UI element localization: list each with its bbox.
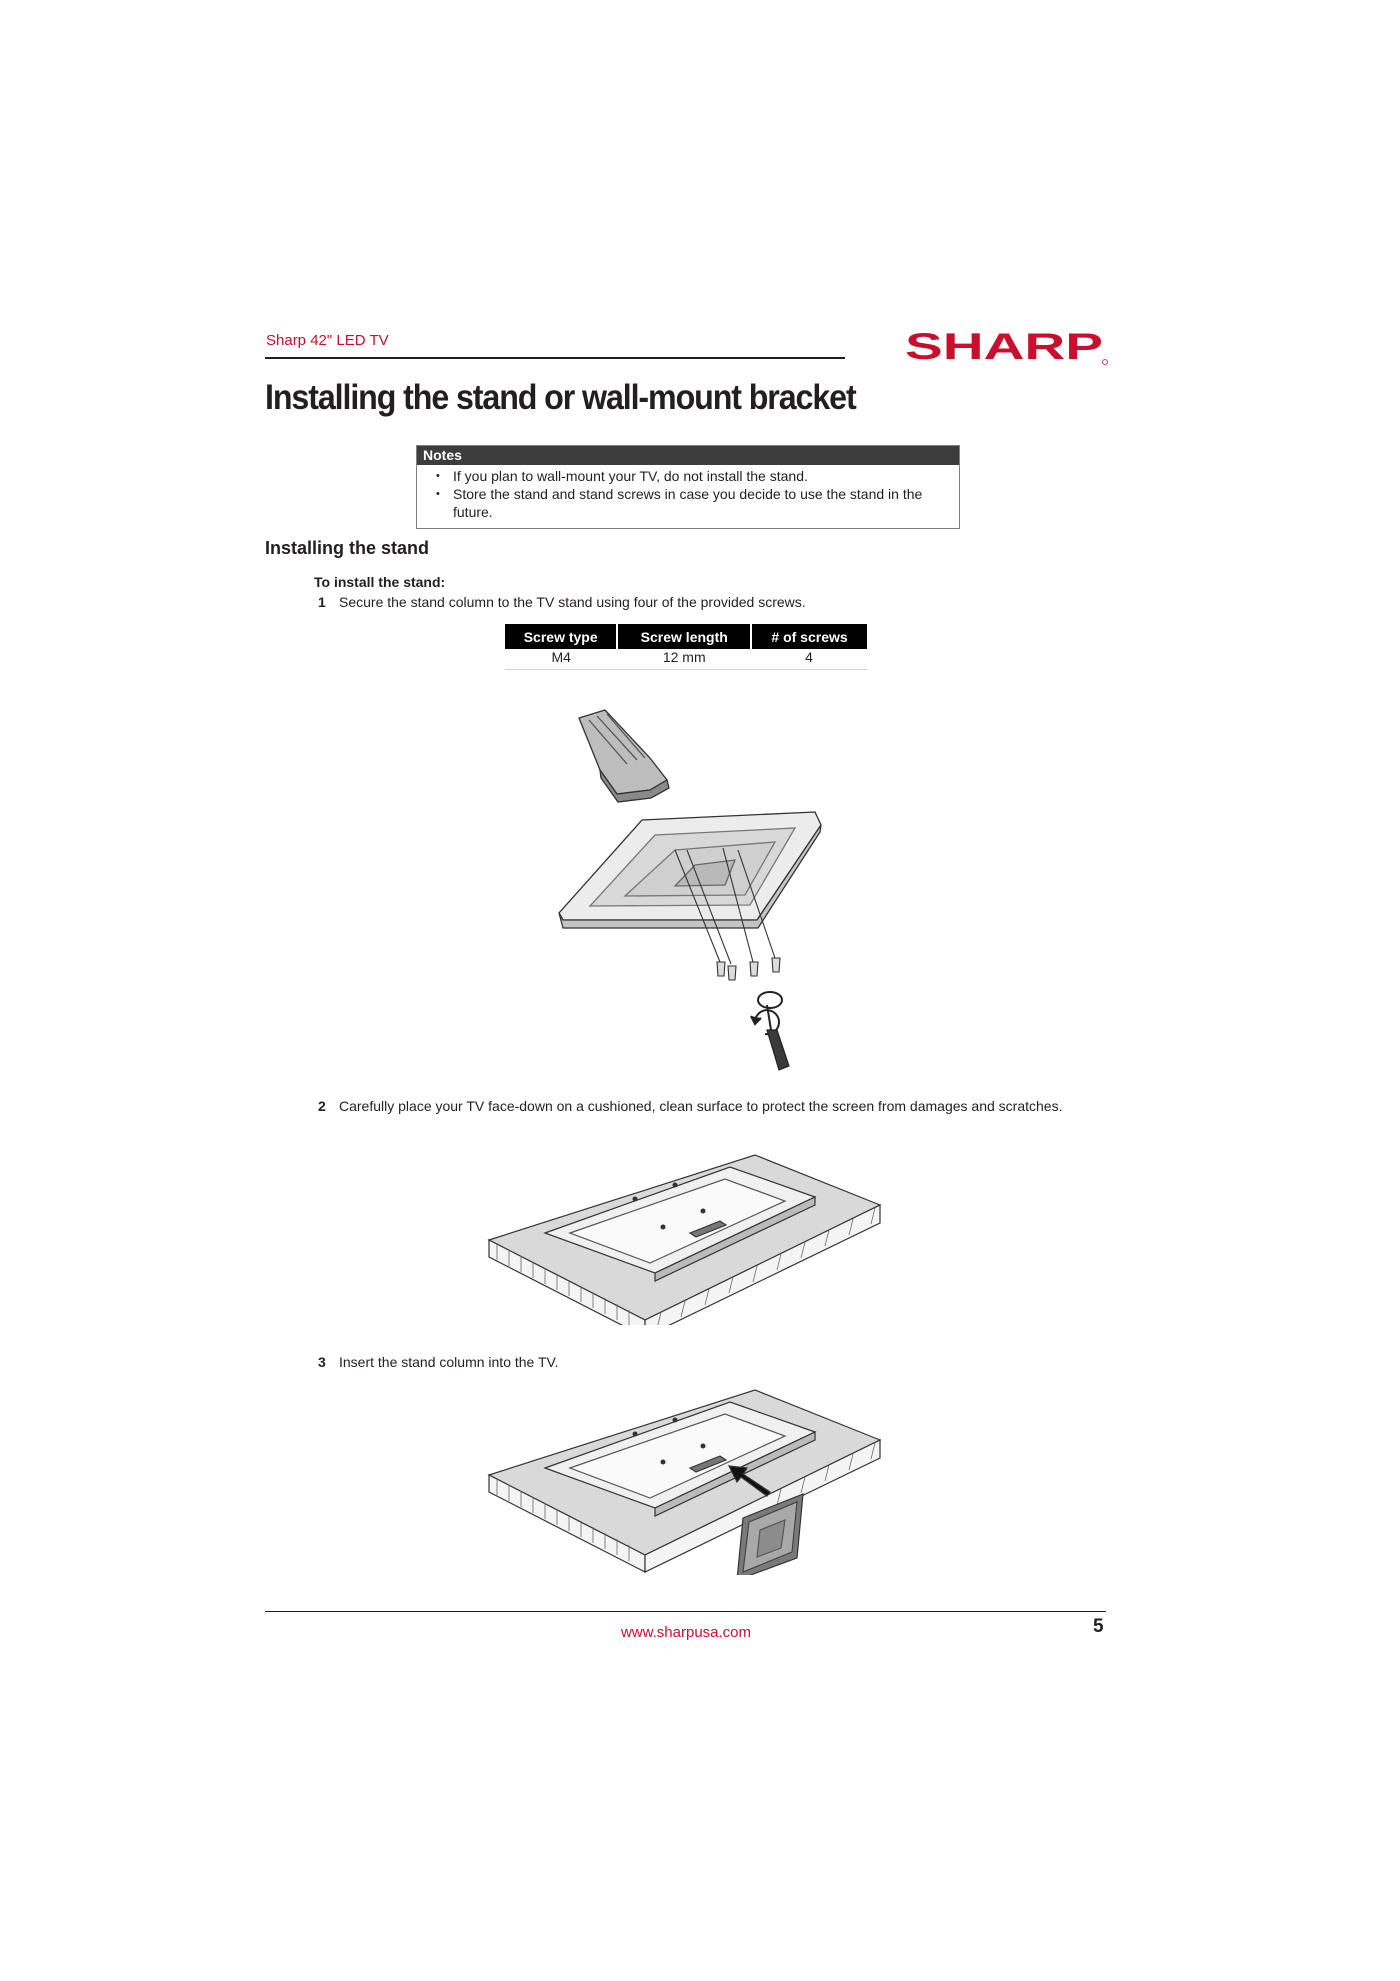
page-title: Installing the stand or wall-mount bracket (265, 378, 856, 417)
screw-table (505, 624, 867, 670)
note-item: • Store the stand and stand screws in case you decide to use the stand in the future. (436, 485, 959, 521)
footer-divider (265, 1611, 1106, 1612)
tv-face-down-illustration (485, 1145, 890, 1325)
step-number: 2 (318, 1098, 326, 1114)
insert-stand-column-illustration (485, 1380, 890, 1575)
notes-heading: Notes (417, 446, 959, 465)
table-cell: M4 (505, 649, 617, 670)
header-divider (265, 357, 845, 359)
column-header: Screw length (617, 624, 751, 649)
section-heading: Installing the stand (265, 538, 430, 558)
page-number: 5 (1093, 1616, 1104, 1637)
step-3 (318, 1354, 1078, 1374)
logo-wordmark: SHARP (905, 328, 1103, 366)
step-text: Secure the stand column to the TV stand using four of the provided screws. (339, 594, 806, 610)
step-1 (318, 594, 1118, 614)
stand-assembly-illustration (545, 700, 835, 1080)
column-header: Screw type (505, 624, 617, 649)
step-text: Carefully place your TV face-down on a cushioned, clean surface to protect the screen from damages and scratches. (339, 1098, 1063, 1114)
header-product-name: Sharp 42" LED TV (266, 332, 389, 349)
step-2 (318, 1098, 1078, 1138)
sharp-logo (905, 328, 1110, 366)
notes-box (416, 445, 960, 529)
step-number: 1 (318, 594, 326, 610)
column-header: # of screws (751, 624, 867, 649)
screw-table-header-row (505, 624, 867, 649)
table-cell: 12 mm (617, 649, 751, 670)
footer-website-link[interactable]: www.sharpusa.com (620, 1624, 752, 1641)
table-cell: 4 (751, 649, 867, 670)
step-number: 3 (318, 1354, 326, 1370)
notes-list (417, 467, 959, 521)
step-text: Insert the stand column into the TV. (339, 1354, 559, 1370)
procedure-title: To install the stand: (314, 574, 446, 590)
note-item: • If you plan to wall-mount your TV, do not install the stand. (436, 467, 959, 485)
table-row (505, 649, 867, 670)
